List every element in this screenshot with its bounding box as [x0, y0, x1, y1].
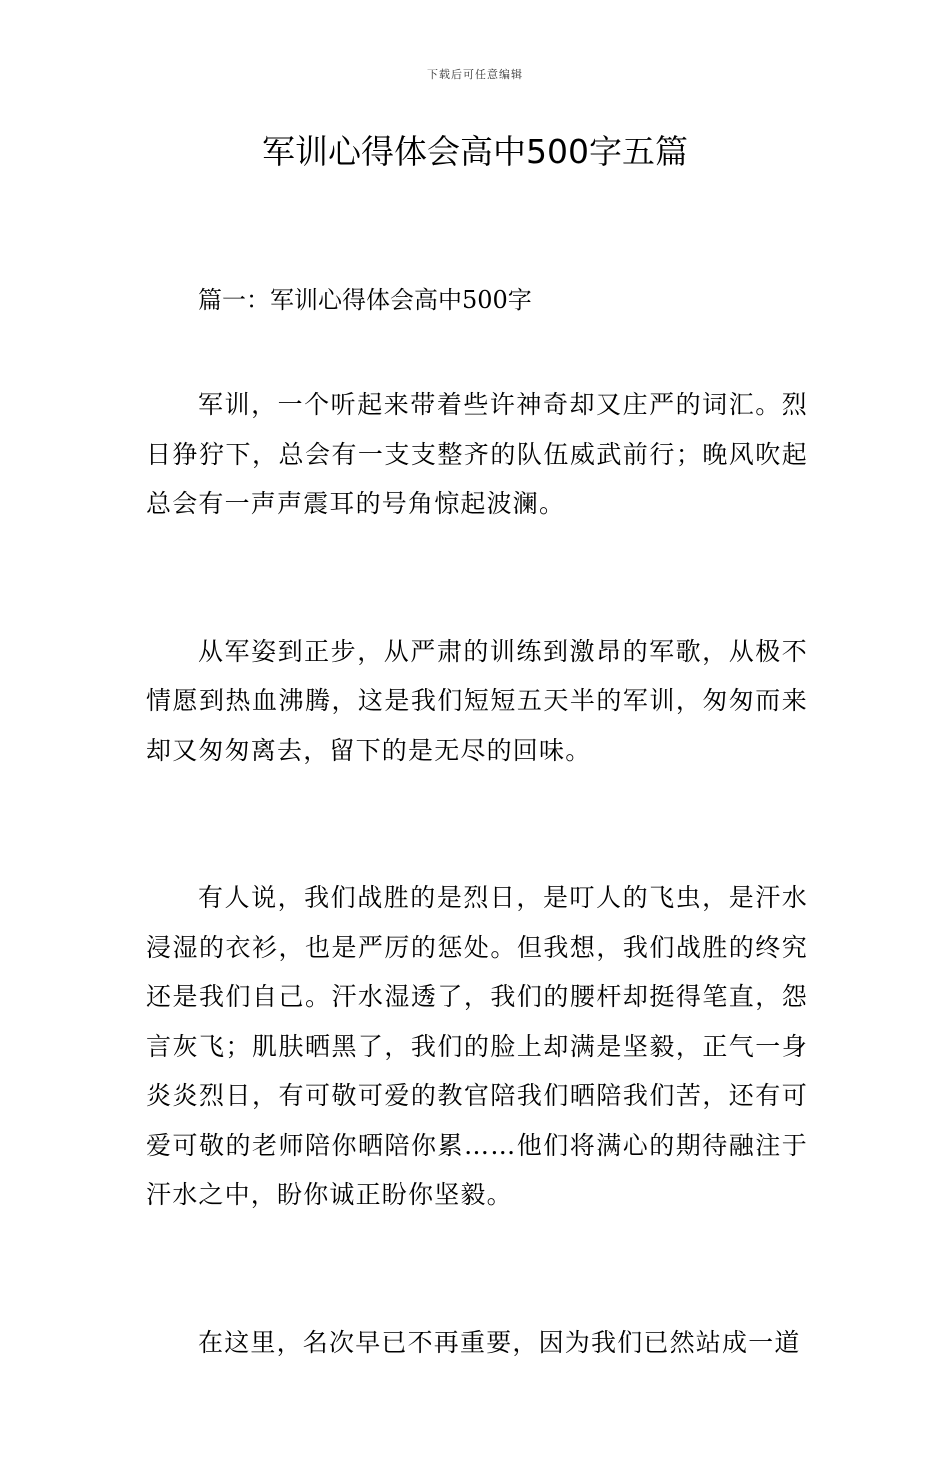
paragraph-1: 军训，一个听起来带着些许神奇却又庄严的词汇。烈日狰狞下，总会有一支支整齐的队伍威武前行；晚风吹起总会有一声声震耳的号角惊起波澜。: [146, 390, 808, 518]
document-body: [146, 380, 808, 1465]
paragraph-3: 有人说，我们战胜的是烈日，是叮人的飞虫，是汗水浸湿的衣衫，也是严厉的惩处。但我想，我们战胜的终究还是我们自己。汗水湿透了，我们的腰杆却挺得笔直，怨言灰飞；肌肤晒黑了，我们的脸上却满是坚毅，正气一身炎炎烈日，有可敬可爱的教官陪我们晒陪我们苦，还有可爱可敬的老师陪你晒陪你累……他们将满心的期待融注于汗水之中，盼你诚正盼你坚毅。: [146, 883, 808, 1209]
paragraph-2: 从军姿到正步，从严肃的训练到激昂的军歌，从极不情愿到热血沸腾，这是我们短短五天半的军训，匆匆而来却又匆匆离去，留下的是无尽的回味。: [146, 636, 808, 765]
header-note: 下载后可任意编辑: [427, 68, 523, 81]
document-title: 军训心得体会高中500字五篇: [262, 132, 688, 171]
section-heading: 篇一：军训心得体会高中500字: [198, 286, 532, 314]
paragraph-4: 在这里，名次早已不再重要，因为我们已然站成一道: [198, 1327, 801, 1357]
